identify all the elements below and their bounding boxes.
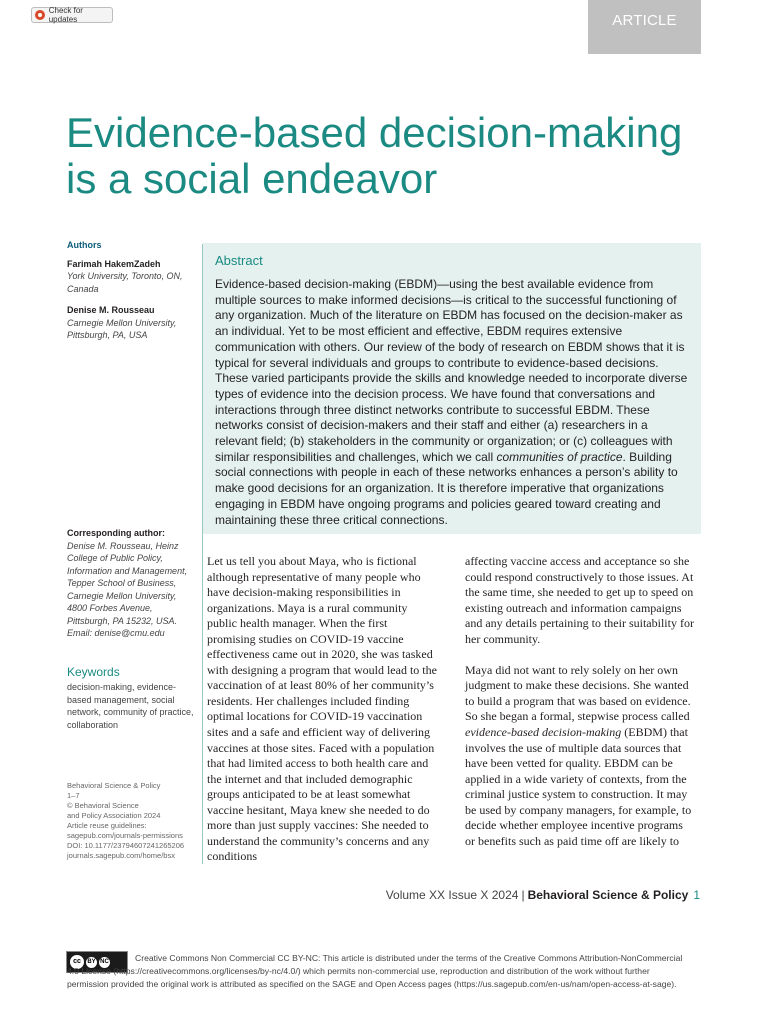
body-paragraph: affecting vaccine access and acceptance so she could respond constructively to those issues. At the same time, she needed to get up to speed on existing outreach and information campaigns and any details pertaining to their suitability for her community. (465, 554, 694, 646)
body-paragraph: Let us tell you about Maya, who is fictional although representative of many people who have decision-making responsibilities in organizations. Maya is a rural community public health manager. When the first promising studies on COVID-19 vaccine effectiveness came out in 2020, she was tasked with designing a program that would lead to the vaccination of at least 80% of her community’s residents. Her challenges included finding optimal locations for COVID-19 vaccination sites and a safe and efficient way of delivering vaccines at those sites. Faced with a population that had limited access to both health care and the internet and that included demographic groups anticipated to be at least somewhat vaccine hesitant, Maya knew she needed to do more than just supply vaccines: She needed to understand the community’s concerns and any conditions (207, 554, 437, 864)
abstract-text-part: Evidence-based decision-making (EBDM)—using the best available evidence from multiple sources to make informed decisions—is critical to the successful functioning of any organization. Much of the literature on EBDM has focused on the decision-maker as an individual. Yet to be most efficient and effective, EBDM requires extensive communication with others. Our review of the body of research on EBDM shows that it is typical for several individuals and groups to contribute to evidence-based decisions. These varied participants provide the skills and knowledge needed to incorporate diverse types of evidence into the decision process. We have found that conversations and interactions through three distinct networks contribute to successful EBDM. These networks consist of decision-makers and their staff and either (a) researchers in a relevant field; (b) stakeholders in the community or organization; or (c) colleagues with similar responsibilities and challenges, which we call (215, 277, 688, 464)
authors-heading: Authors (67, 240, 102, 250)
pubinfo-line: 1–7 (67, 791, 80, 800)
author-entry (67, 258, 195, 296)
license-text: Creative Commons Non Commercial CC BY-NC: This article is distributed under the terms of the Creative Commons Attribution-NonCommercial 4.0 License (https://creativecommons.org/licenses/by-nc/4.0/) which permits non-commercial use, reproduction and distribution of the work without further permission provided the original work is attributed as specified on the SAGE and Open Access pages (https://us.sagepub.com/en-us/nam/open-access-at-sage). (67, 953, 683, 990)
pubinfo-line: Article reuse guidelines: (67, 821, 147, 830)
corresponding-author-details: Denise M. Rousseau, Heinz College of Public Policy, Information and Management, Tepper School of Business, Carnegie Mellon University, 4800 Forbes Avenue, Pittsburgh, PA 15232, USA. Email: denise@cmu.edu (67, 540, 188, 638)
corresponding-author-section (67, 527, 195, 640)
keywords-heading: Keywords (67, 665, 120, 679)
abstract-text-part: . Building social connections with people in each of these networks enhances a person’s ability to make good decisions for an organization. It is therefore imperative that organizations engaging in EBDM have ongoing programs and policies geared toward creating and maintaining these three critical connections. (215, 449, 678, 527)
abstract-text (215, 277, 691, 528)
publication-info (67, 781, 195, 861)
volume-issue: Volume XX Issue X 2024 (385, 888, 519, 902)
author-affiliation: York University, Toronto, ON, Canada (67, 271, 183, 294)
check-for-updates-button[interactable] (31, 7, 113, 23)
body-text-part: Maya did not want to rely solely on her own judgment to make these decisions. She wanted to build a program that was based on evidence. So she began a formal, stepwise process called (465, 662, 691, 724)
title-line-1: Evidence-based decision-making (66, 109, 683, 156)
journal-footer (0, 888, 700, 902)
body-text-part: (EBDM) that involves the use of multiple data sources that have been vetted for quality. EBDM can be applied in a wide variety of contexts, from the criminal justice system to construction. It may be used by company managers, for example, to decide whether employee incentive programs or benefits such as paid time off are likely to (465, 725, 692, 848)
keywords-list: decision-making, evidence-based management, social network, community of practice, collaboration (67, 682, 194, 730)
author-entry (67, 304, 195, 342)
body-column-2 (465, 554, 695, 865)
check-for-updates-label: Check for updates (48, 6, 83, 24)
pubinfo-line: journals.sagepub.com/home/bsx (67, 851, 175, 860)
nc-icon: NC (99, 957, 110, 968)
authors-section (67, 239, 195, 351)
corresponding-author-heading: Corresponding author: (67, 528, 165, 538)
article-type-tab (588, 0, 701, 54)
pubinfo-line: and Policy Association 2024 (67, 811, 161, 820)
journal-name: Behavioral Science & Policy (527, 888, 689, 902)
keywords-section (67, 665, 195, 731)
body-paragraph (465, 663, 695, 850)
by-icon: BY (86, 957, 97, 968)
abstract-box (203, 243, 701, 534)
author-affiliation: Carnegie Mellon University, Pittsburgh, PA, USA (67, 317, 177, 340)
pubinfo-line: sagepub.com/journals-permissions (67, 831, 183, 840)
footer-separator: | (521, 888, 525, 902)
pubinfo-line: Behavioral Science & Policy (67, 781, 161, 790)
pubinfo-line: © Behavioral Science (67, 801, 139, 810)
title-line-2: is a social endeavor (66, 155, 438, 202)
abstract-heading: Abstract (215, 253, 263, 268)
body-column-1 (207, 554, 437, 865)
crossmark-icon (35, 10, 45, 20)
cc-icon: cc (70, 955, 84, 969)
author-name: Farimah HakemZadeh (67, 258, 161, 269)
body-text-italic: evidence-based decision-making (465, 725, 622, 740)
abstract-text-italic: communities of practice (496, 449, 623, 464)
page-number: 1 (693, 888, 700, 902)
article-type-label: ARTICLE (612, 12, 677, 29)
author-name: Denise M. Rousseau (67, 305, 155, 315)
article-title (66, 110, 706, 202)
pubinfo-line: DOI: 10.1177/23794607241265206 (67, 841, 185, 850)
